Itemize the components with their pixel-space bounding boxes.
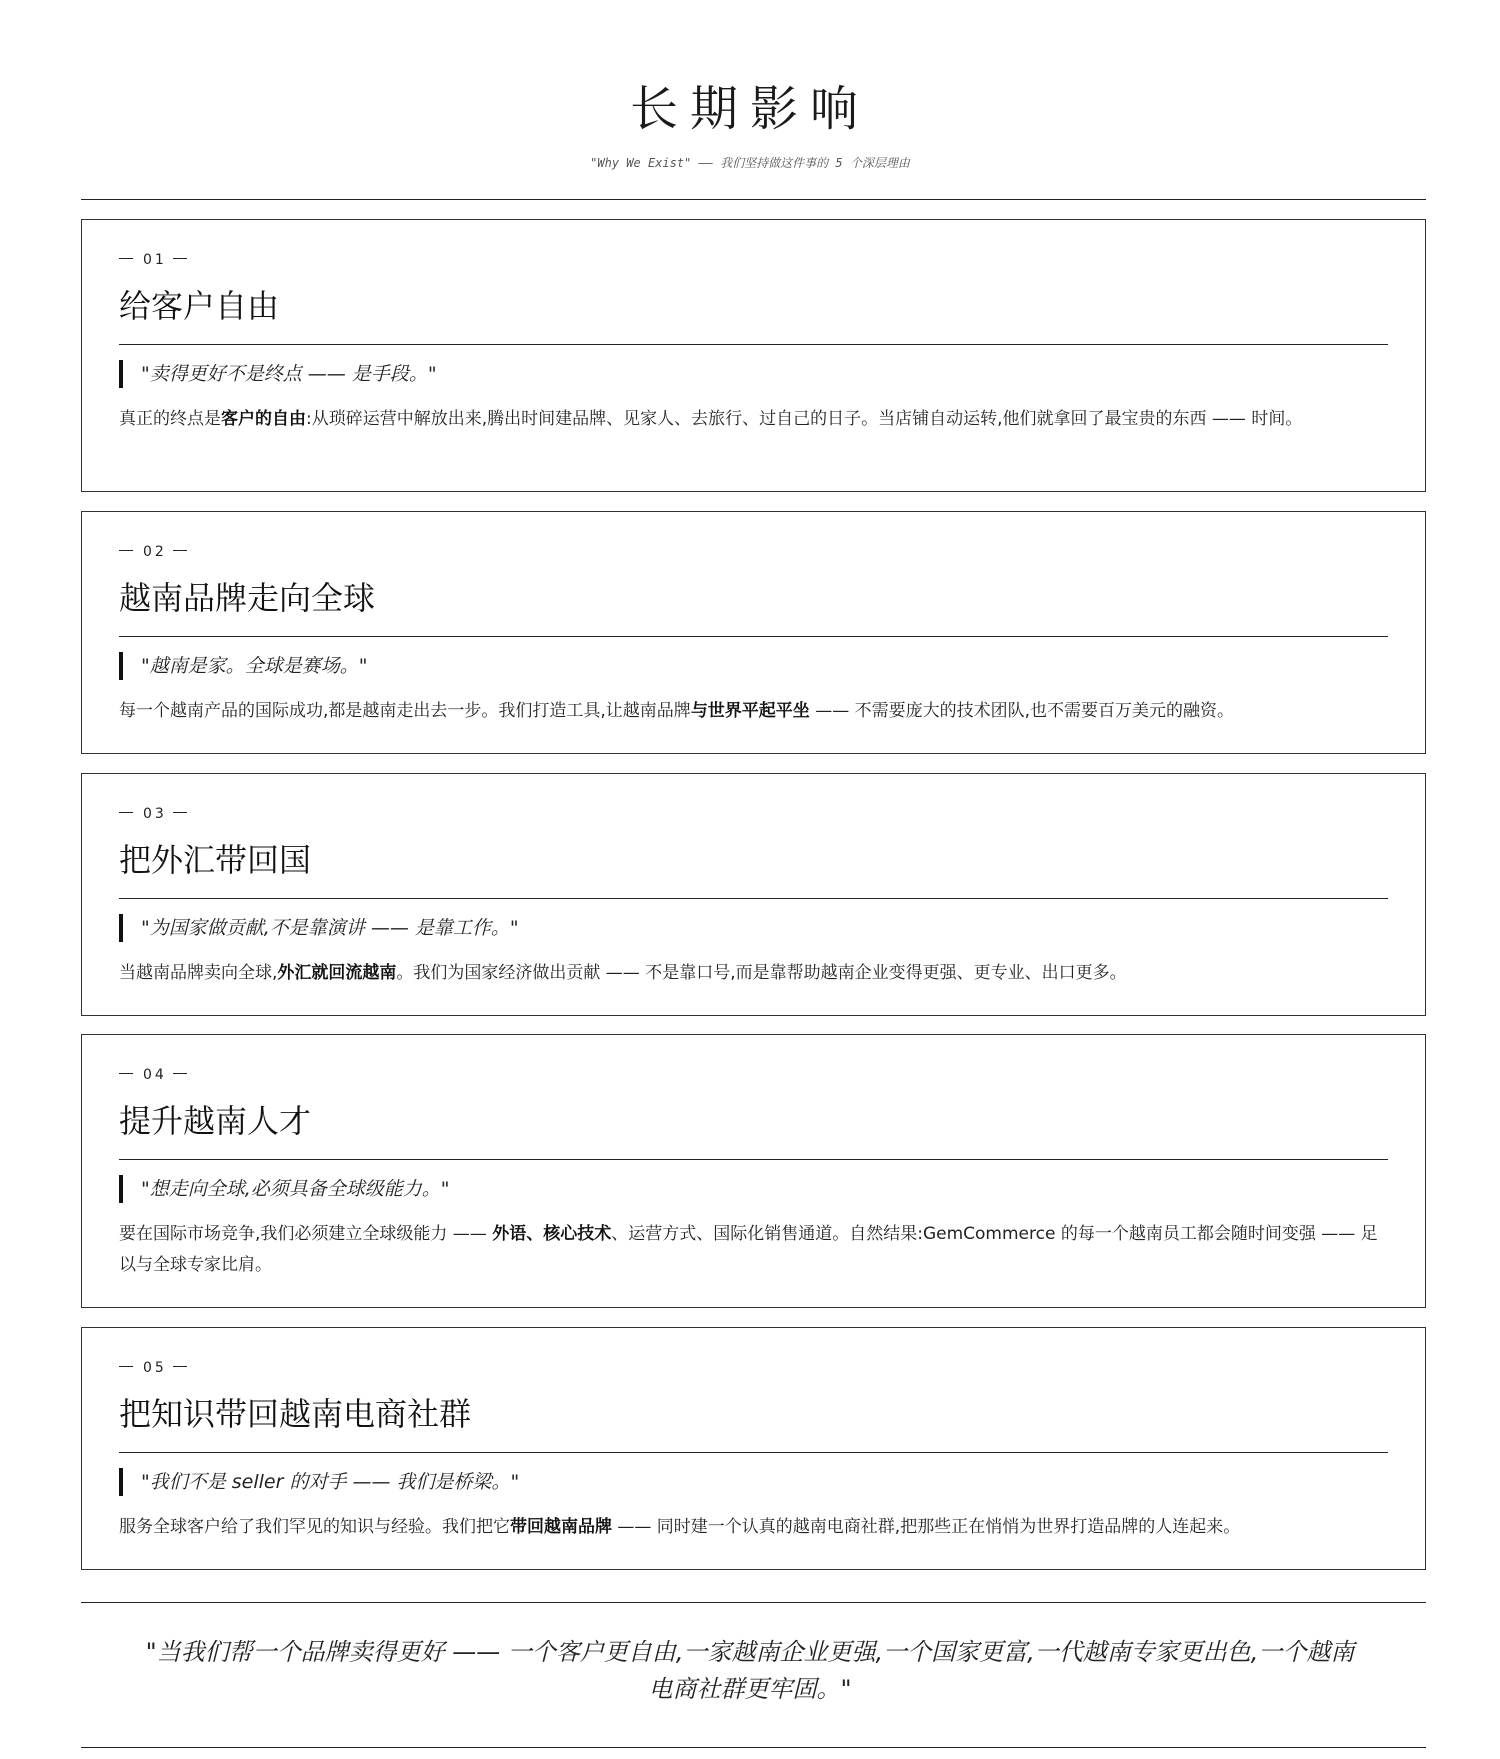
body-text: —— 同时建一个认真的越南电商社群,把那些正在悄悄为世界打造品牌的人连起来。 <box>612 1517 1241 1537</box>
reason-body <box>119 1512 1388 1543</box>
body-emphasis: 外语、核心技术 <box>492 1224 612 1244</box>
reason-quote: "我们不是 seller 的对手 —— 我们是桥梁。" <box>119 1468 519 1496</box>
reason-card-5 <box>81 1327 1426 1570</box>
reason-card-4 <box>81 1034 1426 1308</box>
reason-body <box>119 958 1388 989</box>
reason-divider <box>119 898 1388 899</box>
reason-body <box>119 404 1388 435</box>
dash-decoration <box>173 550 187 551</box>
reason-number-text: 04 <box>143 1067 167 1083</box>
reason-quote: "想走向全球,必须具备全球级能力。" <box>119 1175 450 1203</box>
dash-decoration <box>119 1073 133 1074</box>
dash-decoration <box>119 812 133 813</box>
dash-decoration <box>173 1073 187 1074</box>
body-text: 要在国际市场竞争,我们必须建立全球级能力 —— <box>119 1224 493 1244</box>
reason-divider <box>119 1452 1388 1453</box>
reason-title: 越南品牌走向全球 <box>119 579 376 617</box>
reason-divider <box>119 344 1388 345</box>
reason-title: 提升越南人才 <box>119 1102 312 1140</box>
dash-decoration <box>173 258 187 259</box>
body-emphasis: 与世界平起平坐 <box>690 701 810 721</box>
body-emphasis: 外汇就回流越南 <box>277 963 397 983</box>
reason-quote: "卖得更好不是终点 —— 是手段。" <box>119 360 437 388</box>
body-text: :从琐碎运营中解放出来,腾出时间建品牌、见家人、去旅行、过自己的日子。当店铺自动运转,他们就拿回了最宝贵的东西 —— 时间。 <box>306 409 1303 429</box>
closing-bottom-divider <box>81 1747 1426 1748</box>
body-text: 真正的终点是 <box>119 409 221 429</box>
reason-card-3 <box>81 773 1426 1016</box>
reason-number <box>119 804 187 824</box>
dash-decoration <box>173 1366 187 1367</box>
reason-body <box>119 1219 1388 1281</box>
body-text: —— 不需要庞大的技术团队,也不需要百万美元的融资。 <box>809 701 1235 721</box>
dash-decoration <box>119 1366 133 1367</box>
reason-title: 给客户自由 <box>119 287 280 325</box>
body-text: 、运营方式、国际化销售通道。自然结果:GemCommerce 的每一个越南员工都会随时间变强 —— 足以与全球专家比肩。 <box>119 1224 1378 1275</box>
page-subtitle: "Why We Exist" —— 我们坚持做这件事的 5 个深层理由 <box>590 156 910 170</box>
reason-card-1 <box>81 219 1426 492</box>
body-emphasis: 客户的自由 <box>221 409 306 429</box>
reason-divider <box>119 1159 1388 1160</box>
reason-title: 把外汇带回国 <box>119 841 312 879</box>
reason-number <box>119 1065 187 1085</box>
reason-divider <box>119 636 1388 637</box>
header-divider <box>81 199 1426 200</box>
reason-number-text: 03 <box>143 806 167 822</box>
body-text: 。我们为国家经济做出贡献 —— 不是靠口号,而是靠帮助越南企业变得更强、更专业、出口更多。 <box>396 963 1127 983</box>
reason-number <box>119 250 187 270</box>
dash-decoration <box>119 550 133 551</box>
reason-number <box>119 542 187 562</box>
reason-number <box>119 1358 187 1378</box>
reason-body <box>119 696 1388 727</box>
reason-number-text: 02 <box>143 544 167 560</box>
reason-title: 把知识带回越南电商社群 <box>119 1395 472 1433</box>
body-text: 服务全球客户给了我们罕见的知识与经验。我们把它 <box>119 1517 510 1537</box>
reason-quote: "为国家做贡献,不是靠演讲 —— 是靠工作。" <box>119 914 519 942</box>
reason-number-text: 05 <box>143 1360 167 1376</box>
body-text: 当越南品牌卖向全球, <box>119 963 278 983</box>
closing-top-divider <box>81 1602 1426 1603</box>
reason-number-text: 01 <box>143 252 167 268</box>
dash-decoration <box>119 258 133 259</box>
body-emphasis: 带回越南品牌 <box>510 1517 612 1537</box>
reason-quote: "越南是家。全球是赛场。" <box>119 652 367 680</box>
dash-decoration <box>173 812 187 813</box>
body-text: 每一个越南产品的国际成功,都是越南走出去一步。我们打造工具,让越南品牌 <box>119 701 691 721</box>
reason-card-2 <box>81 511 1426 754</box>
page-title: 长期影响 <box>629 81 870 137</box>
closing-quote: "当我们帮一个品牌卖得更好 —— 一个客户更自由,一家越南企业更强,一个国家更富,一代越南专家更出色,一个越南电商社群更牢固。" <box>145 1638 1355 1703</box>
